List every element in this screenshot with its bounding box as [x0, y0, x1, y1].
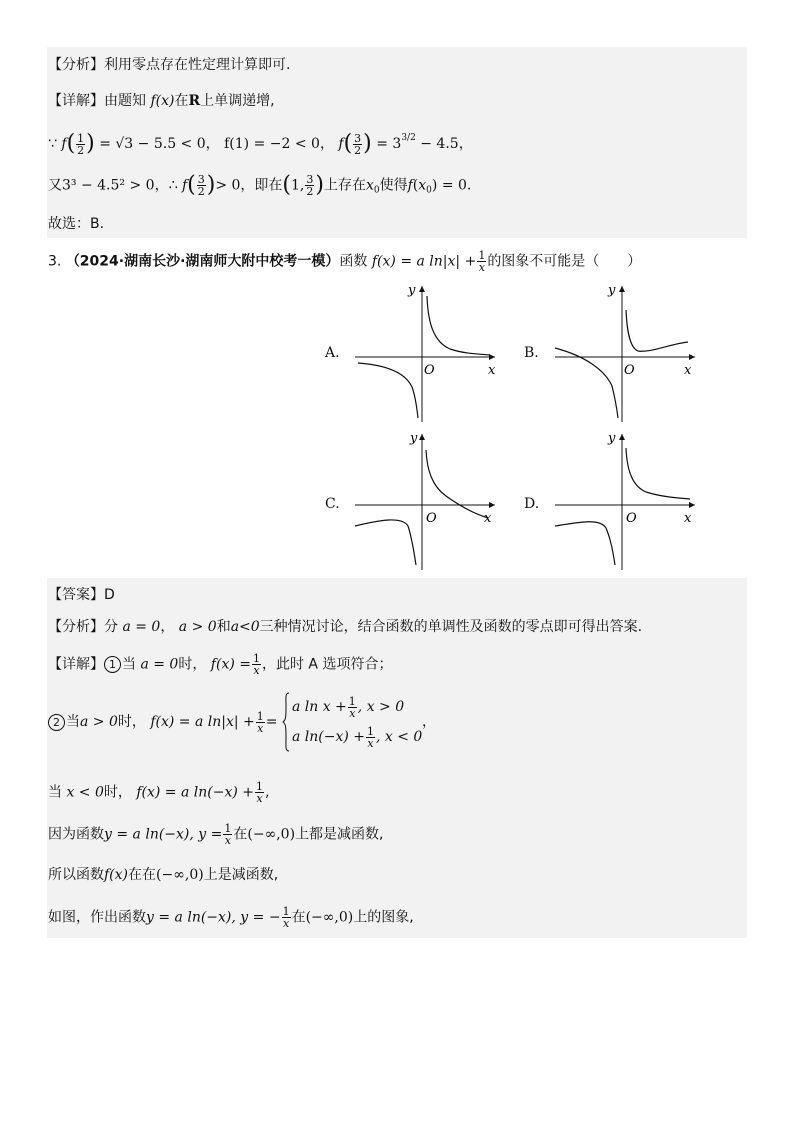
text: 所以函数: [48, 867, 104, 883]
question-3: [48, 250, 641, 273]
svg-text:y: y: [410, 431, 418, 446]
math-expr: f(1) = −2 < 0: [224, 136, 320, 152]
fraction-1-over-x: $\frac{1}{x}$: [478, 249, 486, 274]
circled-number: 1: [104, 656, 121, 673]
x-label: x: [488, 363, 496, 378]
text: ，此时 A 选项符合；: [261, 656, 393, 673]
detail-line-1: [48, 91, 275, 111]
text: 时，: [117, 714, 146, 730]
analysis-line-2: 【分析】分 a = 0， a > 0和a<0三种情况讨论，结合函数的单调性及函数的零点即可得出答案.: [48, 619, 643, 635]
text: 在在: [128, 867, 157, 883]
text: 三种情况讨论，结合函数的单调性及函数的零点即可得出答案.: [259, 619, 643, 635]
case-top: a ln x + $\frac{1}{x}$ , x > 0: [291, 694, 405, 720]
curve-right: [427, 296, 490, 355]
detail-tag: 【详解】: [48, 656, 104, 673]
origin-label: O: [424, 363, 435, 378]
svg-text:x: x: [484, 511, 492, 526]
graph-a[interactable]: [350, 282, 500, 424]
math-expr: f(x) = a ln(−x) +: [136, 784, 254, 801]
math-expr: x < 0: [66, 784, 104, 801]
math-expr: a = 0: [140, 656, 179, 673]
function-expr: f(x) = a ln|x| +: [371, 253, 477, 270]
choice-line: [48, 214, 104, 234]
curve-left: [358, 363, 418, 418]
math-expr: 3³ − 4.5² > 0: [62, 177, 155, 194]
math-expr: a = 0: [122, 619, 161, 635]
choice-text: 故选：B.: [48, 216, 105, 232]
text: 上存在: [323, 177, 366, 194]
text: 在: [233, 826, 248, 843]
curve-right: [626, 448, 690, 499]
text: 又: [48, 177, 62, 194]
math-expr: a > 0: [80, 714, 118, 730]
x0-symbol: x: [365, 177, 374, 194]
math-expr: − 4.5: [420, 136, 459, 152]
answer-line: [48, 585, 115, 605]
case-2-line: 2 当a > 0时， f(x) = a ln|x| + $\frac{1}{x}$ = a ln x + $\frac{1}{x}$ , x > 0 a ln(−x) + $\frac{1}{x}$ , x < 0 ，: [48, 692, 436, 754]
svg-text:y: y: [608, 431, 616, 446]
answer-tag: 【答案】: [48, 587, 104, 603]
text: ，∴: [154, 177, 178, 194]
figure-line: 如图，作出函数y = a ln(−x), y = − $\frac{1}{x}$ 在(−∞,0)上的图象,: [48, 905, 414, 930]
text: 当: [66, 714, 80, 730]
text: 当: [122, 656, 136, 673]
math-expr: = 0.: [441, 177, 472, 194]
interval-left: 1,: [291, 177, 305, 194]
svg-text:O: O: [626, 511, 637, 526]
option-d-label[interactable]: D.: [524, 496, 540, 512]
y-label: y: [408, 283, 416, 298]
graph-d[interactable]: [550, 430, 700, 572]
math-expr: a<0: [230, 619, 260, 635]
text: 上都是减函数,: [295, 826, 384, 843]
evaluation-line: ∵ f( $\frac{1}{2}$ ) = √3 − 5.5 < 0， f(1) = −2 < 0， f( $\frac{3}{2}$ ) = $3^{3/2} - 4.5$，: [48, 131, 473, 157]
graph-c[interactable]: [350, 430, 500, 572]
detail-text: 在: [174, 93, 189, 109]
analysis-text: 利用零点存在性定理计算即可.: [104, 57, 291, 73]
curve-left: [555, 348, 618, 418]
math-expr: = 3: [376, 136, 402, 152]
so-line: [48, 865, 278, 885]
math-expr: y = a ln(−x), y =: [104, 826, 223, 843]
detail-text: 上单调递增,: [200, 93, 275, 109]
math-expr: = √3 − 5.5 < 0: [99, 136, 206, 152]
fraction-half: $\frac{1}{2}$: [77, 131, 85, 157]
because-symbol: ∵: [48, 136, 57, 152]
interval: (−∞,0): [305, 909, 354, 926]
exponent: 3/2: [401, 133, 416, 143]
case-bottom: a ln(−x) + $\frac{1}{x}$ , x < 0: [291, 724, 423, 750]
math-expr: a > 0: [178, 619, 217, 635]
circled-number: 2: [48, 714, 65, 731]
subscript: 0: [373, 185, 380, 196]
analysis-line-1: [48, 55, 290, 75]
svg-text:O: O: [624, 363, 635, 378]
math-expr: f(x) =: [210, 656, 251, 673]
answer-value: D: [104, 587, 115, 603]
option-a-label[interactable]: A.: [325, 345, 340, 361]
fx-expr: f(x): [150, 93, 175, 109]
text: 上是减函数,: [203, 867, 279, 883]
question-source: （2024·湖南长沙·湖南师大附中校考一模）: [65, 253, 340, 270]
svg-text:y: y: [608, 283, 616, 298]
conclusion-line: 又3³ − 4.5² > 0，∴ f( $\frac{3}{2}$ )> 0，即在(1, $\frac{3}{2}$ )上存在$x_0$使得$f(x_0) = 0$.: [48, 172, 472, 198]
question-text: 函数: [339, 253, 368, 270]
curve-right: [626, 310, 688, 351]
question-text: 的图象不可能是（ ）: [487, 253, 642, 270]
svg-text:O: O: [426, 511, 437, 526]
text: ，即在: [240, 177, 283, 194]
text: 在: [291, 909, 306, 926]
curve-right: [426, 450, 488, 518]
math-expr: > 0: [215, 177, 241, 194]
curve-left: [355, 520, 416, 565]
analysis-tag: 【分析】: [48, 619, 104, 635]
math-expr: f(x): [104, 867, 129, 883]
text: 因为函数: [48, 826, 104, 843]
curve-left: [555, 522, 615, 565]
math-expr: y = a ln(−x), y = −: [146, 909, 281, 926]
piecewise: [282, 692, 422, 752]
text: 分: [104, 619, 118, 635]
because-line: 因为函数y = a ln(−x), y = $\frac{1}{x}$ 在(−∞,0)上都是减函数,: [48, 822, 384, 847]
real-set-symbol: R: [188, 93, 201, 109]
case-1-line: 【详解】 1 当 a = 0时， f(x) = $\frac{1}{x}$ ，此时 A 选项符合；: [48, 652, 393, 677]
math-expr: f(x) = a ln|x| +: [150, 714, 255, 730]
xneg-line: 当 x < 0时， f(x) = a ln(−x) + $\frac{1}{x}$ ,: [48, 780, 270, 805]
interval: (−∞,0): [247, 826, 296, 843]
text: 时，: [178, 656, 207, 673]
text: 和: [216, 619, 231, 635]
option-b-label[interactable]: B.: [524, 345, 539, 361]
detail-tag: 【详解】: [48, 93, 104, 109]
f-symbol: f: [61, 136, 67, 152]
svg-text:x: x: [684, 363, 692, 378]
detail-text: 由题知: [104, 93, 146, 109]
text: 如图，作出函数: [48, 909, 146, 926]
svg-text:x: x: [684, 511, 692, 526]
graph-b[interactable]: [550, 282, 700, 424]
analysis-tag: 【分析】: [48, 57, 104, 73]
text: 上的图象,: [353, 909, 414, 926]
text: 使得: [379, 177, 408, 194]
fraction-three-halves: $\frac{3}{2}$: [354, 131, 362, 157]
question-number: 3.: [48, 253, 62, 270]
brace-icon: [282, 692, 290, 752]
interval: (−∞,0): [156, 867, 204, 883]
option-c-label[interactable]: C.: [325, 496, 340, 512]
text: 当: [48, 784, 62, 801]
text: 时，: [103, 784, 132, 801]
